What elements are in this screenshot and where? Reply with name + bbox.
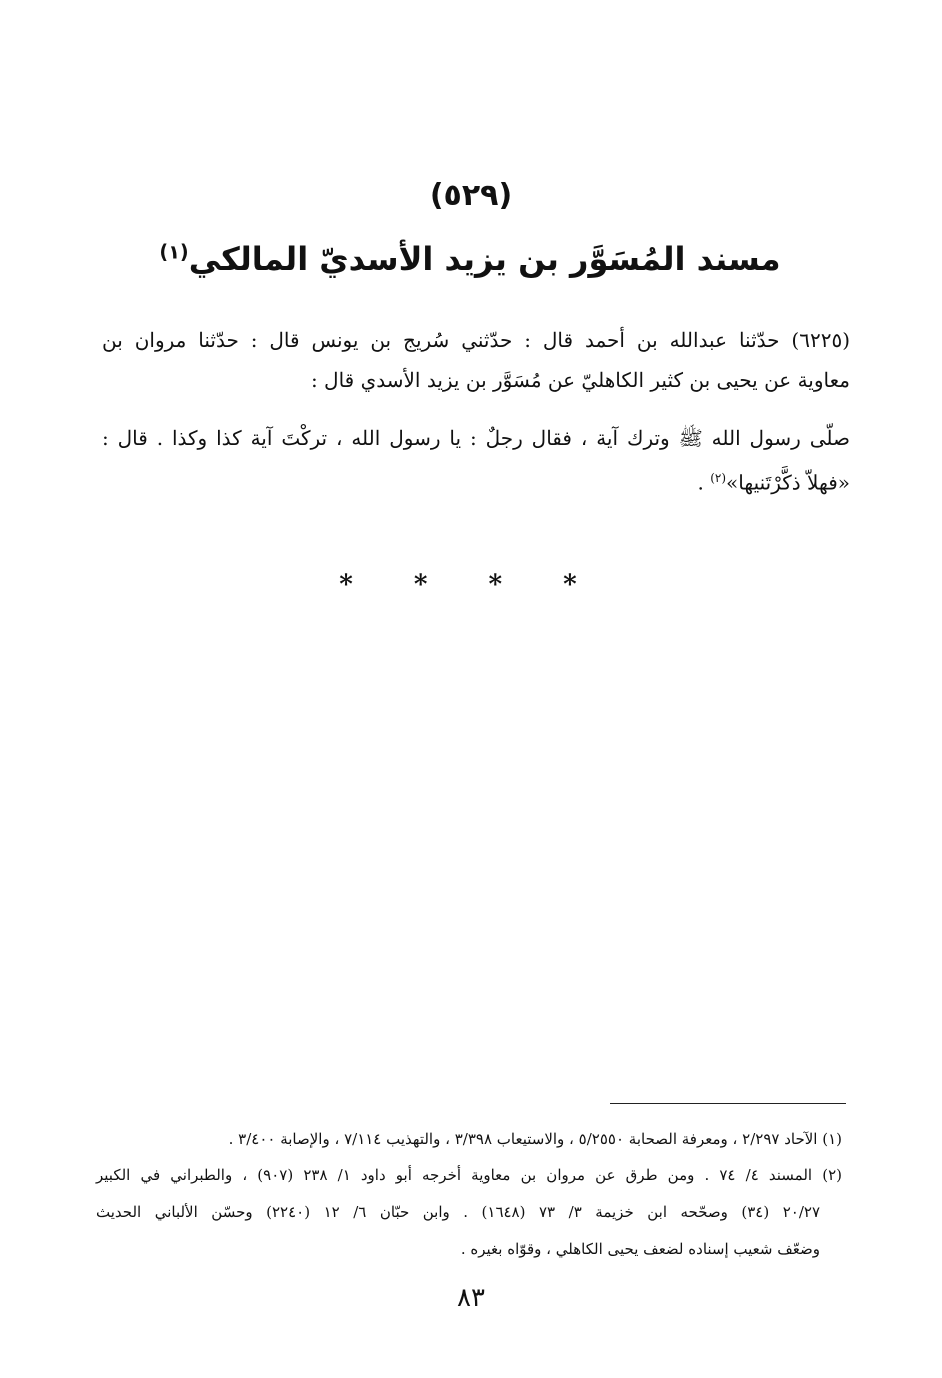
footnote-divider [610, 1103, 846, 1104]
matn-end-punctuation: . [697, 470, 711, 495]
title-footnote-marker: (١) [159, 240, 189, 264]
section-separator: * * * * [339, 570, 603, 600]
footnote-2-end: وضعّف شعيب إسناده لضعف يحيى الكاهلي ، وقوّاه بغيره . [460, 1240, 820, 1258]
footnote-2: (٢) المسند ٤/ ٧٤ . ومن طرق عن مروان بن معاوية أخرجه أبو داود ١/ ٢٣٨ (٩٠٧) ، والطبراني في الكبير [96, 1166, 842, 1184]
hadith-matn-line-2 [102, 460, 850, 501]
hadith-matn-quote: «فهلاّ ذكَّرْتَنيها» [726, 470, 850, 495]
matn-footnote-marker: (٢) [710, 471, 727, 485]
hadith-isnad-line-1: (٦٢٢٥) حدّثنا عبدالله بن أحمد قال : حدّثني سُريج بن يونس قال : حدّثنا مروان بن [102, 328, 850, 352]
chapter-title [150, 240, 790, 278]
footnote-1: (١) الآحاد ٢/٢٩٧ ، ومعرفة الصحابة ٥/٢٥٥٠ ، والاستيعاب ٣/٣٩٨ ، والتهذيب ٧/١١٤ ، والإصابة ٣/٤٠٠ . [228, 1130, 842, 1148]
page-number: ٨٣ [457, 1283, 485, 1313]
hadith-matn-line-1: صلّى رسول الله ﷺ وترك آية ، فقال رجلٌ : يا رسول الله ، تركْتَ آية كذا وكذا . قال : [102, 426, 850, 450]
hadith-isnad-line-2: معاوية عن يحيى بن كثير الكاهليّ عن مُسَوَّر بن يزيد الأسدي قال : [310, 368, 850, 392]
chapter-title-text: مسند المُسَوَّر بن يزيد الأسديّ المالكي [188, 240, 781, 278]
footnote-2-continued: ٢٠/٢٧ (٣٤) وصحّحه ابن خزيمة ٣/ ٧٣ (١٦٤٨) . وابن حبّان ٦/ ١٢ (٢٢٤٠) وحسّن الألباني الحديث [96, 1203, 821, 1221]
hadith-number: (٥٢٩) [429, 178, 513, 213]
